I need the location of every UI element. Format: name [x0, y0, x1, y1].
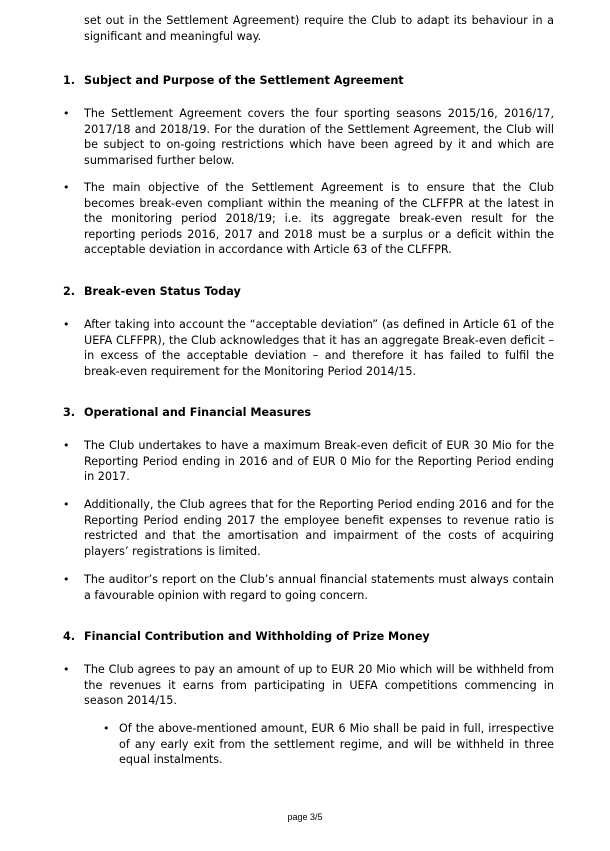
- section-1-number: 1.: [63, 74, 76, 87]
- section-1-bullet-1: • The Settlement Agreement covers the four sporting seasons 2015/16, 2016/17, 2017/18 and 2018/19. For the duration of the Settlement Agreement, the Club will be subject to on-going restrictions which have been agreed by it and which are summarised further below.: [84, 106, 554, 168]
- section-2-heading: [63, 284, 563, 299]
- section-4-bullet-1: • The Club agrees to pay an amount of up to EUR 20 Mio which will be withheld from the revenues it earns from participating in UEFA competitions commencing in season 2014/15.: [84, 662, 554, 709]
- intro-paragraph: set out in the Settlement Agreement) require the Club to adapt its behaviour in a significant and meaningful way.: [84, 14, 554, 43]
- section-3-bullet-3: • The auditor’s report on the Club’s annual financial statements must always contain a favourable opinion with regard to going concern.: [84, 572, 554, 603]
- section-2-number: 2.: [63, 285, 76, 298]
- section-1-heading: [63, 73, 563, 88]
- section-4-number: 4.: [63, 630, 76, 643]
- section-2-bullet-1: • After taking into account the “acceptable deviation” (as defined in Article 61 of the UEFA CLFFPR), the Club acknowledges that it has an aggregate Break-even deficit – in excess of the acceptable deviation – and therefore it has failed to fulfil the break-even requirement for the Monitoring Period 2014/15.: [84, 317, 554, 379]
- section-4-sub-bullet-1: • Of the above-mentioned amount, EUR 6 Mio shall be paid in full, irrespective of any early exit from the settlement regime, and will be withheld in three equal instalments.: [119, 721, 554, 768]
- section-1-bullet-2: • The main objective of the Settlement Agreement is to ensure that the Club becomes break-even compliant within the meaning of the CLFFPR at the latest in the monitoring period 2018/19; i.e. its aggregate break-even result for the reporting periods 2016, 2017 and 2018 must be a surplus or a deficit within the acceptable deviation in accordance with Article 63 of the CLFFPR.: [84, 180, 554, 258]
- section-2-title: Break-even Status Today: [84, 285, 241, 298]
- section-3-bullet-1: • The Club undertakes to have a maximum Break-even deficit of EUR 30 Mio for the Reporting Period ending in 2016 and of EUR 0 Mio for the Reporting Period ending in 2017.: [84, 438, 554, 485]
- section-4-heading: [63, 629, 563, 644]
- section-3-bullet-2: • Additionally, the Club agrees that for the Reporting Period ending 2016 and for the Reporting Period ending 2017 the employee benefit expenses to revenue ratio is restricted and that the amortisation and impairment of the costs of acquiring players’ registrations is limited.: [84, 497, 554, 559]
- section-4-title: Financial Contribution and Withholding of Prize Money: [84, 630, 430, 643]
- section-3-number: 3.: [63, 406, 76, 419]
- section-3-heading: [63, 405, 563, 420]
- section-3-title: Operational and Financial Measures: [84, 406, 312, 419]
- section-1-title: Subject and Purpose of the Settlement Agreement: [84, 74, 404, 87]
- page-number: page 3/5: [287, 812, 323, 822]
